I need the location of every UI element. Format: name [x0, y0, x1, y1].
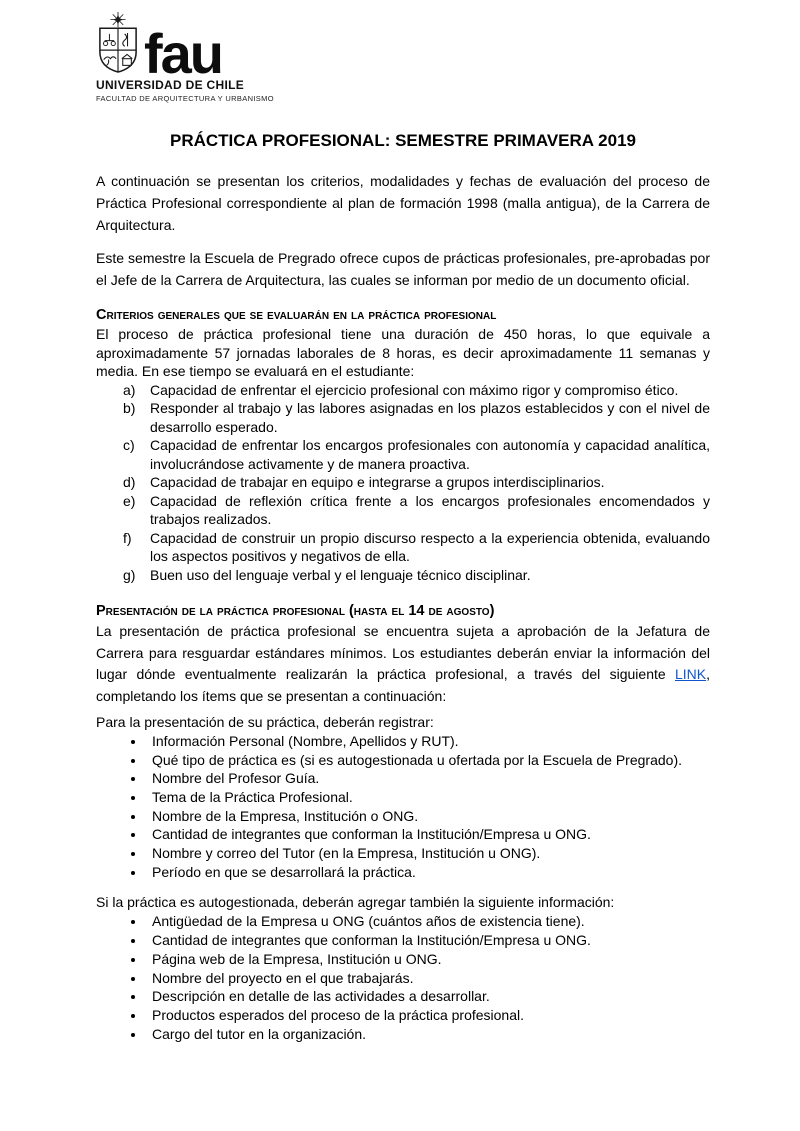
practica-link[interactable]: LINK [674, 666, 707, 683]
university-logo [96, 14, 710, 103]
criterio-item: e) Capacidad de reflexión crítica frente a los encargos profesionales encomendados y trabajos realizados. [123, 492, 710, 527]
registro-list [96, 732, 710, 882]
autogestionada-list [96, 912, 710, 1043]
autogestionada-item: • Cantidad de integrantes que conforman la Institución/Empresa u ONG. [146, 931, 710, 950]
registro-item: • Nombre del Profesor Guía. [146, 769, 710, 788]
registro-item: • Nombre y correo del Tutor (en la Empresa, Institución u ONG). [146, 844, 710, 863]
criterio-item: c) Capacidad de enfrentar los encargos profesionales con autonomía y capacidad analítica, involucrándose activamente y de manera proactiva. [123, 437, 710, 472]
presentacion-heading: Presentación de la práctica profesional (hasta el 14 de agosto) [96, 603, 495, 619]
presentacion-paragraph: La presentación de práctica profesional se encuentra sujeta a aprobación de la Jefatura de Carrera para resguardar estándares mínimos. Los estudiantes deberán enviar la información del lugar dónde eventualmente realizarán la práctica profesional, a través del siguiente LINK, completando los ítems que se presentan a continuación: [96, 623, 710, 705]
university-name: UNIVERSIDAD DE CHILE [96, 78, 245, 92]
registro-intro: Para la presentación de su práctica, deberán registrar: [96, 713, 434, 730]
criterio-item: f) Capacidad de construir un propio discurso respecto a la experiencia obtenida, evaluando los aspectos positivos y negativos de ella. [123, 529, 710, 564]
autogestionada-item: • Página web de la Empresa, Institución u ONG. [146, 950, 710, 969]
criterio-item: d) Capacidad de trabajar en equipo e integrarse a grupos interdisciplinarios. [123, 474, 605, 490]
list-marker: f) [123, 529, 132, 546]
registro-item: • Tema de la Práctica Profesional. [146, 788, 710, 807]
criterio-item: g) Buen uso del lenguaje verbal y el lenguaje técnico disciplinar. [123, 566, 531, 583]
autogestionada-item: • Nombre del proyecto en el que trabajarás. [146, 969, 710, 988]
criterio-item: a) Capacidad de enfrentar el ejercicio profesional con máximo rigor y compromiso ético. [123, 381, 679, 398]
intro-paragraph-2: Este semestre la Escuela de Pregrado ofrece cupos de prácticas profesionales, pre-aprobadas por el Jefe de la Carrera de Arquitectura, las cuales se informan por medio de un documento oficial. [96, 250, 710, 288]
list-marker: e) [123, 492, 136, 509]
faculty-name: FACULTAD DE ARQUITECTURA Y URBANISMO [96, 94, 274, 103]
registro-item: • Período en que se desarrollará la práctica. [146, 863, 710, 882]
criterios-list [96, 381, 710, 585]
list-marker: g) [123, 566, 136, 583]
page-title: PRÁCTICA PROFESIONAL: SEMESTRE PRIMAVERA 2019 [170, 131, 636, 150]
autogestionada-item: • Cargo del tutor en la organización. [146, 1025, 710, 1044]
list-marker: a) [123, 381, 136, 398]
list-marker: d) [123, 474, 136, 490]
autogestionada-item: • Productos esperados del proceso de la práctica profesional. [146, 1006, 710, 1025]
university-shield-icon [96, 12, 142, 76]
registro-item: • Nombre de la Empresa, Institución o ONG. [146, 807, 710, 826]
autogestionada-intro: Si la práctica es autogestionada, deberán agregar también la siguiente información: [96, 894, 615, 911]
registro-item: • Cantidad de integrantes que conforman la Institución/Empresa u ONG. [146, 825, 710, 844]
autogestionada-item: • Descripción en detalle de las actividades a desarrollar. [146, 987, 710, 1006]
autogestionada-item: • Antigüedad de la Empresa u ONG (cuántos años de existencia tiene). [146, 912, 710, 931]
registro-item: • Información Personal (Nombre, Apellidos y RUT). [146, 732, 710, 751]
criterios-heading: Criterios generales que se evaluarán en la práctica profesional [96, 307, 497, 323]
fau-wordmark: fau [144, 22, 222, 86]
registro-item: • Qué tipo de práctica es (si es autogestionada u ofertada por la Escuela de Pregrado). [146, 751, 710, 770]
list-marker: c) [123, 437, 135, 453]
intro-paragraph-1: A continuación se presentan los criterios, modalidades y fechas de evaluación del proceso de Práctica Profesional correspondiente al plan de formación 1998 (malla antigua), de la Carrera de Arquitectura. [96, 173, 710, 233]
list-marker: b) [123, 400, 136, 416]
criterios-intro: El proceso de práctica profesional tiene una duración de 450 horas, lo que equivale a aproximadamente 57 jornadas laborales de 8 horas, es decir aproximadamente 11 semanas y media. En ese tiempo se evaluará en el estudiante: [96, 326, 710, 379]
criterio-item: b) Responder al trabajo y las labores asignadas en los plazos establecidos y con el nivel de desarrollo esperado. [123, 400, 710, 435]
